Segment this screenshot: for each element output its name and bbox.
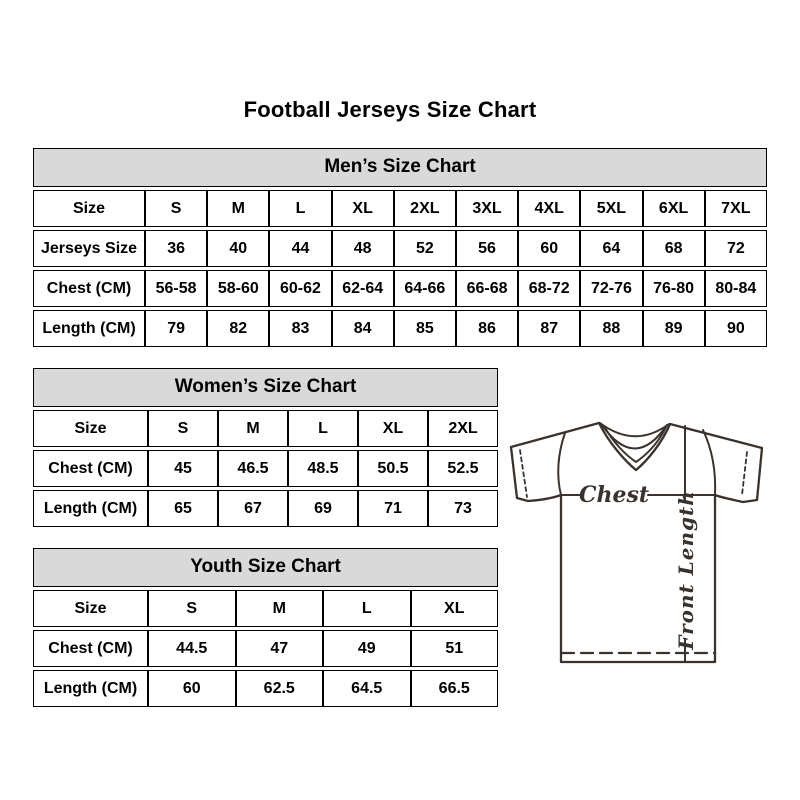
value-cell: 48	[332, 230, 394, 267]
value-cell: 50.5	[358, 450, 428, 487]
value-cell: S	[148, 410, 218, 447]
jersey-measurement-diagram	[497, 403, 769, 671]
left-cuff-stitch	[520, 450, 527, 497]
chest-label: Chest	[578, 482, 650, 508]
value-cell: 52.5	[428, 450, 498, 487]
row-header-cell: Length (CM)	[33, 670, 148, 707]
value-cell: 64-66	[394, 270, 456, 307]
table-title-row	[33, 148, 767, 187]
value-cell: 44.5	[148, 630, 236, 667]
value-cell: M	[236, 590, 324, 627]
value-cell: 60	[148, 670, 236, 707]
value-cell: 7XL	[705, 190, 767, 227]
value-cell: 72	[705, 230, 767, 267]
table-title-row	[33, 368, 498, 407]
value-cell: S	[145, 190, 207, 227]
value-cell: 56-58	[145, 270, 207, 307]
right-cuff-stitch	[742, 452, 747, 495]
value-cell: 36	[145, 230, 207, 267]
value-cell: 88	[580, 310, 642, 347]
value-cell: 71	[358, 490, 428, 527]
table-title: Men’s Size Chart	[33, 148, 767, 187]
table-title-row	[33, 548, 498, 587]
table-row	[33, 490, 498, 527]
value-cell: 52	[394, 230, 456, 267]
value-cell: XL	[411, 590, 499, 627]
value-cell: 40	[207, 230, 269, 267]
value-cell: 62-64	[332, 270, 394, 307]
value-cell: L	[288, 410, 358, 447]
row-header-cell: Chest (CM)	[33, 270, 145, 307]
row-header-cell: Size	[33, 590, 148, 627]
value-cell: 87	[518, 310, 580, 347]
table-row	[33, 670, 498, 707]
row-header-cell: Chest (CM)	[33, 450, 148, 487]
value-cell: L	[323, 590, 411, 627]
value-cell: 6XL	[643, 190, 705, 227]
value-cell: 60-62	[269, 270, 331, 307]
value-cell: L	[269, 190, 331, 227]
mens-size-table	[33, 145, 767, 350]
value-cell: 82	[207, 310, 269, 347]
value-cell: 56	[456, 230, 518, 267]
value-cell: 46.5	[218, 450, 288, 487]
value-cell: 90	[705, 310, 767, 347]
jersey-icon	[497, 403, 769, 671]
table-row	[33, 410, 498, 447]
value-cell: 80-84	[705, 270, 767, 307]
value-cell: S	[148, 590, 236, 627]
value-cell: XL	[332, 190, 394, 227]
value-cell: 85	[394, 310, 456, 347]
value-cell: 86	[456, 310, 518, 347]
value-cell: 64	[580, 230, 642, 267]
value-cell: 79	[145, 310, 207, 347]
row-header-cell: Length (CM)	[33, 310, 145, 347]
value-cell: 72-76	[580, 270, 642, 307]
value-cell: 83	[269, 310, 331, 347]
row-header-cell: Jerseys Size	[33, 230, 145, 267]
row-header-cell: Chest (CM)	[33, 630, 148, 667]
value-cell: M	[207, 190, 269, 227]
value-cell: 48.5	[288, 450, 358, 487]
value-cell: 2XL	[428, 410, 498, 447]
value-cell: XL	[358, 410, 428, 447]
youth-size-table	[33, 545, 498, 710]
value-cell: 5XL	[580, 190, 642, 227]
value-cell: 58-60	[207, 270, 269, 307]
table-row	[33, 190, 767, 227]
womens-size-table	[33, 365, 498, 530]
table-row	[33, 450, 498, 487]
row-header-cell: Length (CM)	[33, 490, 148, 527]
value-cell: 73	[428, 490, 498, 527]
table-title: Youth Size Chart	[33, 548, 498, 587]
row-header-cell: Size	[33, 190, 145, 227]
value-cell: 47	[236, 630, 324, 667]
table-row	[33, 310, 767, 347]
table-row	[33, 630, 498, 667]
value-cell: 65	[148, 490, 218, 527]
value-cell: 67	[218, 490, 288, 527]
value-cell: 68	[643, 230, 705, 267]
value-cell: 51	[411, 630, 499, 667]
value-cell: 62.5	[236, 670, 324, 707]
jersey-outline	[511, 423, 762, 662]
value-cell: M	[218, 410, 288, 447]
table-row	[33, 230, 767, 267]
value-cell: 4XL	[518, 190, 580, 227]
value-cell: 89	[643, 310, 705, 347]
right-armhole-seam	[703, 430, 715, 495]
value-cell: 49	[323, 630, 411, 667]
value-cell: 45	[148, 450, 218, 487]
table-title: Women’s Size Chart	[33, 368, 498, 407]
value-cell: 68-72	[518, 270, 580, 307]
table-row	[33, 590, 498, 627]
value-cell: 69	[288, 490, 358, 527]
left-armhole-seam	[558, 433, 565, 495]
value-cell: 60	[518, 230, 580, 267]
value-cell: 2XL	[394, 190, 456, 227]
value-cell: 66.5	[411, 670, 499, 707]
value-cell: 76-80	[643, 270, 705, 307]
table-row	[33, 270, 767, 307]
value-cell: 84	[332, 310, 394, 347]
page-title: Football Jerseys Size Chart	[243, 97, 537, 122]
row-header-cell: Size	[33, 410, 148, 447]
value-cell: 66-68	[456, 270, 518, 307]
value-cell: 64.5	[323, 670, 411, 707]
value-cell: 3XL	[456, 190, 518, 227]
value-cell: 44	[269, 230, 331, 267]
front-length-label: Front Length	[674, 490, 698, 650]
